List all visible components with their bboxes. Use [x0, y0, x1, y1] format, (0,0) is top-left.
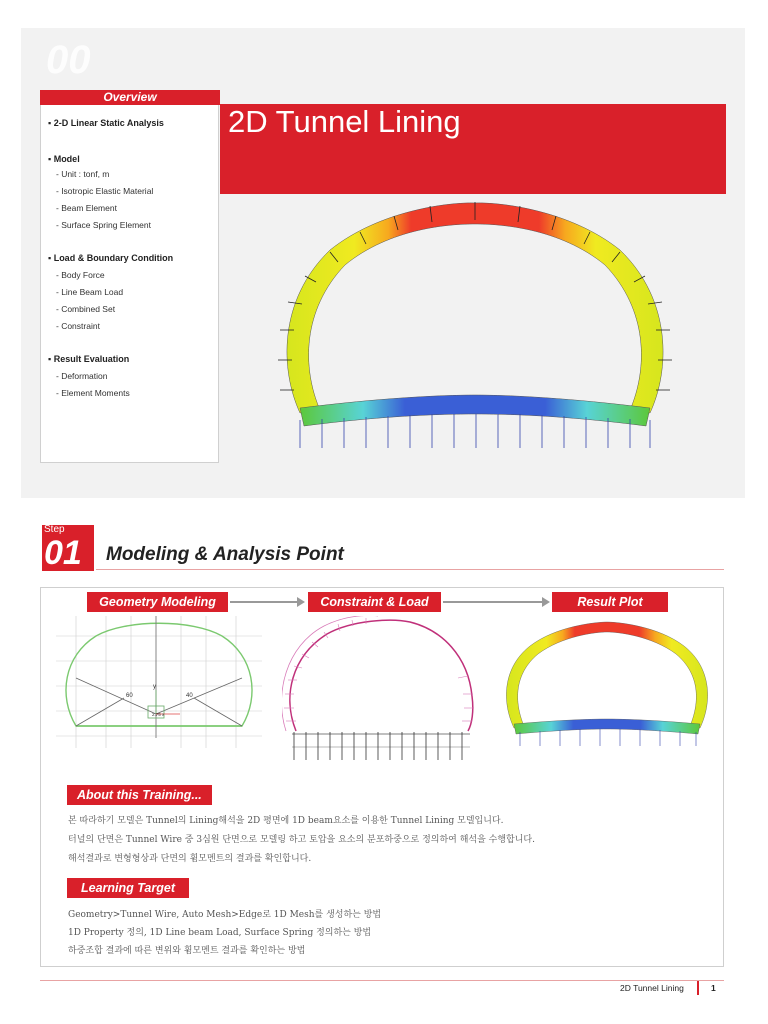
target-line: Geometry>Tunnel Wire, Auto Mesh>Edge로 1D Mesh를 생성하는 방법 [68, 910, 382, 920]
constraint-load-figure [282, 616, 478, 762]
flow-arrow [230, 601, 298, 603]
overview-section-title: ▪ 2-D Linear Static Analysis [48, 118, 164, 128]
geometry-angle-label: 60 [126, 693, 133, 699]
overview-item: - Combined Set [56, 304, 116, 314]
about-heading: About this Training... [67, 785, 212, 805]
geometry-angle-label: 40 [186, 693, 193, 699]
overview-section-title: ▪ Result Evaluation [48, 354, 130, 364]
result-plot-label: Result Plot [552, 592, 668, 612]
overview-item: - Isotropic Elastic Material [56, 186, 154, 196]
overview-item: - Unit : tonf, m [56, 169, 110, 179]
geometry-axis-label: y [153, 684, 156, 690]
step-title: Modeling & Analysis Point [106, 544, 344, 565]
flow-arrow-head [297, 597, 305, 607]
overview-heading: Overview [40, 90, 220, 105]
about-line: 본 따라하기 모델은 Tunnel의 Lining해석을 2D 평면에 1D beam요소를 이용한 Tunnel Lining 모델입니다. [68, 816, 504, 826]
step-divider [96, 569, 724, 570]
about-line: 터널의 단면은 Tunnel Wire 중 3심원 단면으로 모델링 하고 토압을 요소의 분포하중으로 정의하여 해석을 수행합니다. [68, 835, 535, 845]
overview-section-title: ▪ Model [48, 154, 80, 164]
flow-arrow-head [542, 597, 550, 607]
page-number: 1 [711, 983, 716, 993]
learning-target-heading: Learning Target [67, 878, 189, 898]
tunnel-lining-result-figure [260, 190, 690, 455]
result-plot-figure [500, 618, 714, 748]
overview-item: - Beam Element [56, 203, 117, 213]
about-line: 해석결과로 변형형상과 단면의 휨모멘트의 결과를 확인합니다. [68, 854, 312, 864]
target-line: 1D Property 정의, 1D Line beam Load, Surface Spring 정의하는 방법 [68, 928, 372, 938]
target-line: 하중조합 결과에 따른 변위와 휨모멘트 결과를 확인하는 방법 [68, 946, 306, 956]
overview-item: - Surface Spring Element [56, 220, 151, 230]
page-title: 2D Tunnel Lining [228, 104, 461, 139]
overview-item: - Line Beam Load [56, 287, 124, 297]
overview-list [48, 118, 218, 398]
overview-item: - Element Moments [56, 388, 130, 398]
overview-item: - Deformation [56, 371, 108, 381]
flow-arrow [443, 601, 543, 603]
constraint-load-label: Constraint & Load [308, 592, 441, 612]
footer-separator [697, 981, 699, 995]
geometry-origin-label: 2.75 x [152, 712, 165, 717]
chapter-number: 00 [46, 38, 91, 82]
footer-title: 2D Tunnel Lining [620, 983, 684, 993]
overview-item: - Body Force [56, 270, 105, 280]
geometry-modeling-label: Geometry Modeling [87, 592, 228, 612]
footer-divider [40, 980, 724, 981]
step-number: 01 [44, 534, 82, 572]
step-label: Step [44, 524, 65, 535]
overview-section-title: ▪ Load & Boundary Condition [48, 253, 174, 263]
geometry-modeling-figure [56, 616, 262, 748]
overview-item: - Constraint [56, 321, 100, 331]
